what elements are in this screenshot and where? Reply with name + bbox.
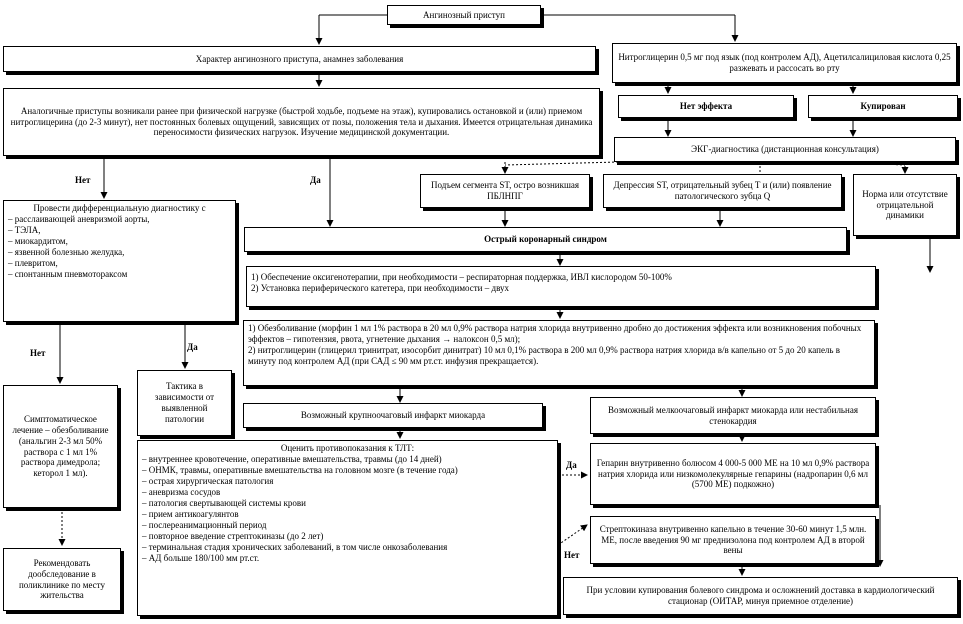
contra-list-item: – АД больше 180/100 мм рт.ст. [142, 552, 260, 563]
symptomatic-box [3, 385, 118, 508]
label-yes-diff: Да [187, 342, 198, 352]
character-box [3, 46, 596, 72]
start-text: Ангинозный приступ [423, 9, 505, 20]
step1-text: 1) Обеспечение оксигенотерапии, при необходимости – респираторная поддержка, ИВЛ кислородом 50-100% 2) Установка периферического катетера, при необходимости – двух [251, 272, 672, 293]
large-mi-box [243, 403, 543, 428]
character-text: Характер ангинозного приступа, анамнез заболевания [195, 53, 404, 64]
contra-list-item: – прием антикоагулянтов [142, 508, 239, 519]
streptokinase-text: Стрептокиназа внутривенно капельно в течение 30-60 минут 1,5 млн. МЕ, после введения 90 мг преднизолона под контролем АД в второй вены [599, 523, 867, 556]
diff-list-item: – язвенной болезнью желудка, [8, 246, 125, 257]
acs-box [244, 227, 847, 252]
contra-list-item: – патология свертывающей системы крови [142, 497, 306, 508]
contra-list-item: – ОНМК, травмы, оперативные вмешательства на головном мозге (в течение года) [142, 464, 458, 475]
final-text: При условии купирования болевого синдрома и осложнений доставка в кардиологический стационар (ОИТАР, минуя приемное отделение) [586, 585, 935, 606]
recommend-box [3, 548, 121, 611]
start-box [387, 5, 541, 25]
recommend-text: Рекомендовать дообследование в поликлинике по месту жительства [18, 557, 105, 601]
small-mi-box [590, 397, 876, 434]
label-no-diff: Нет [30, 348, 46, 358]
history-box [3, 88, 600, 156]
label-no-contra: Нет [564, 550, 580, 560]
label-yes-contra: Да [566, 460, 577, 470]
st-depression-text: Депрессия ST, отрицательный зубец Т и (или) появление патологического зубца Q [613, 180, 832, 201]
heparin-text: Гепарин внутривенно болюсом 4 000-5 000 МЕ на 10 мл 0,9% раствора натрия хлорида или низкомолекулярные гепарины (надропарин 0,6 мл (5700 МЕ) подкожно) [596, 457, 870, 490]
label-yes-history: Да [310, 175, 321, 185]
contra-title: Оценить противопоказания к ТЛТ: [280, 443, 415, 453]
contra-list-item: – аневризма сосудов [142, 486, 221, 497]
symptomatic-text: Симптоматическое лечение – обезболивание (анальгин 2-3 мл 50% раствора с 1 мл 1% раствора димедрола; кеторол 1 мл). [12, 413, 109, 479]
no-effect-box [618, 95, 794, 118]
diff-title: Провести дифференциальную диагностику с [33, 203, 206, 213]
diff-box [3, 200, 236, 322]
st-depression-box [603, 174, 842, 208]
contra-list-item: – послереанимационный период [142, 519, 267, 530]
tactics-text: Тактика в зависимости от выявленной патологии [154, 381, 215, 424]
contra-list-item: – острая хирургическая патология [142, 475, 274, 486]
step2-text: 1) Обезболивание (морфин 1 мл 1% раствора в 20 мл 0,9% раствора натрия хлорида внутривенно дробно до достижения эффекта или возникновения побочных эффектов – гипотензия, рвота, угнетение дыхания → налоксон 0,5 мл); 2) нитроглицерин (глицерил тринитрат, изосорбит динитрат) 10 мл 0,1% раствора в 200 мл 0,9% раствора натрия хлорида в/в капельно от 5 до 20 капель в минуту под контролем АД (при САД ≤ 90 мм рт.ст. инфузия прекращается). [248, 323, 862, 366]
tactics-box [137, 370, 232, 436]
norm-text: Норма или отсутствие отрицательной динамики [862, 188, 948, 221]
large-mi-text: Возможный крупноочаговый инфаркт миокарда [300, 410, 486, 421]
ecg-text: ЭКГ-диагностика (дистанционная консультация) [691, 144, 879, 155]
diff-list-item: – миокардитом, [8, 235, 68, 246]
acs-text: Острый коронарный синдром [484, 234, 607, 245]
diff-list-item: – расслаивающей аневризмой аорты, [8, 213, 150, 224]
nitro-text: Нитроглицерин 0,5 мг под язык (под контролем АД), Ацетилсалициловая кислота 0,25 разжевать и рассосать во рту [618, 52, 951, 73]
contraindications-box [137, 440, 558, 616]
step1-box [246, 266, 876, 307]
norm-box [853, 174, 957, 236]
st-elevation-box [420, 174, 590, 208]
small-mi-text: Возможный мелкоочаговый инфаркт миокарда или нестабильная стенокардия [608, 404, 858, 426]
ecg-box [614, 137, 956, 162]
no-effect-text: Нет эффекта [679, 101, 733, 112]
diff-list-item: – плевритом, [8, 257, 58, 268]
streptokinase-box [590, 516, 876, 564]
contra-list-item: – терминальная стадия хронических заболеваний, в том числе онкозаболевания [142, 541, 448, 552]
heparin-box [590, 443, 876, 505]
step2-box [243, 320, 875, 386]
relieved-box [808, 95, 958, 118]
diff-list-item: – спонтанным пневмотораксом [8, 268, 128, 279]
diff-list-item: – ТЭЛА, [8, 224, 41, 235]
contra-list [142, 454, 553, 564]
nitro-box [612, 43, 957, 83]
diff-list [8, 214, 231, 280]
contra-list-item: – повторное введение стрептокиназы (до 2 лет) [142, 530, 324, 541]
final-box [563, 577, 958, 615]
contra-list-item: – внутреннее кровотечение, оперативные вмешательства, травмы (до 14 дней) [142, 453, 442, 464]
label-no-history: Нет [75, 175, 91, 185]
st-elevation-text: Подъем сегмента ST, остро возникшая ПБЛНПГ [430, 180, 580, 201]
history-text: Аналогичные приступы возникали ранее при физической нагрузке (быстрой ходьбе, подъеме на этаж), купировались остановкой и (или) приемом нитроглицерина (до 2-3 минут), нет постоянных болевых ощущений, зависящих от позы, положения тела и дыхания. Имеется отрицательная динамика переносимости физических нагрузок. Изучение медицинской документации. [10, 105, 593, 138]
relieved-text: Купирован [860, 101, 906, 112]
